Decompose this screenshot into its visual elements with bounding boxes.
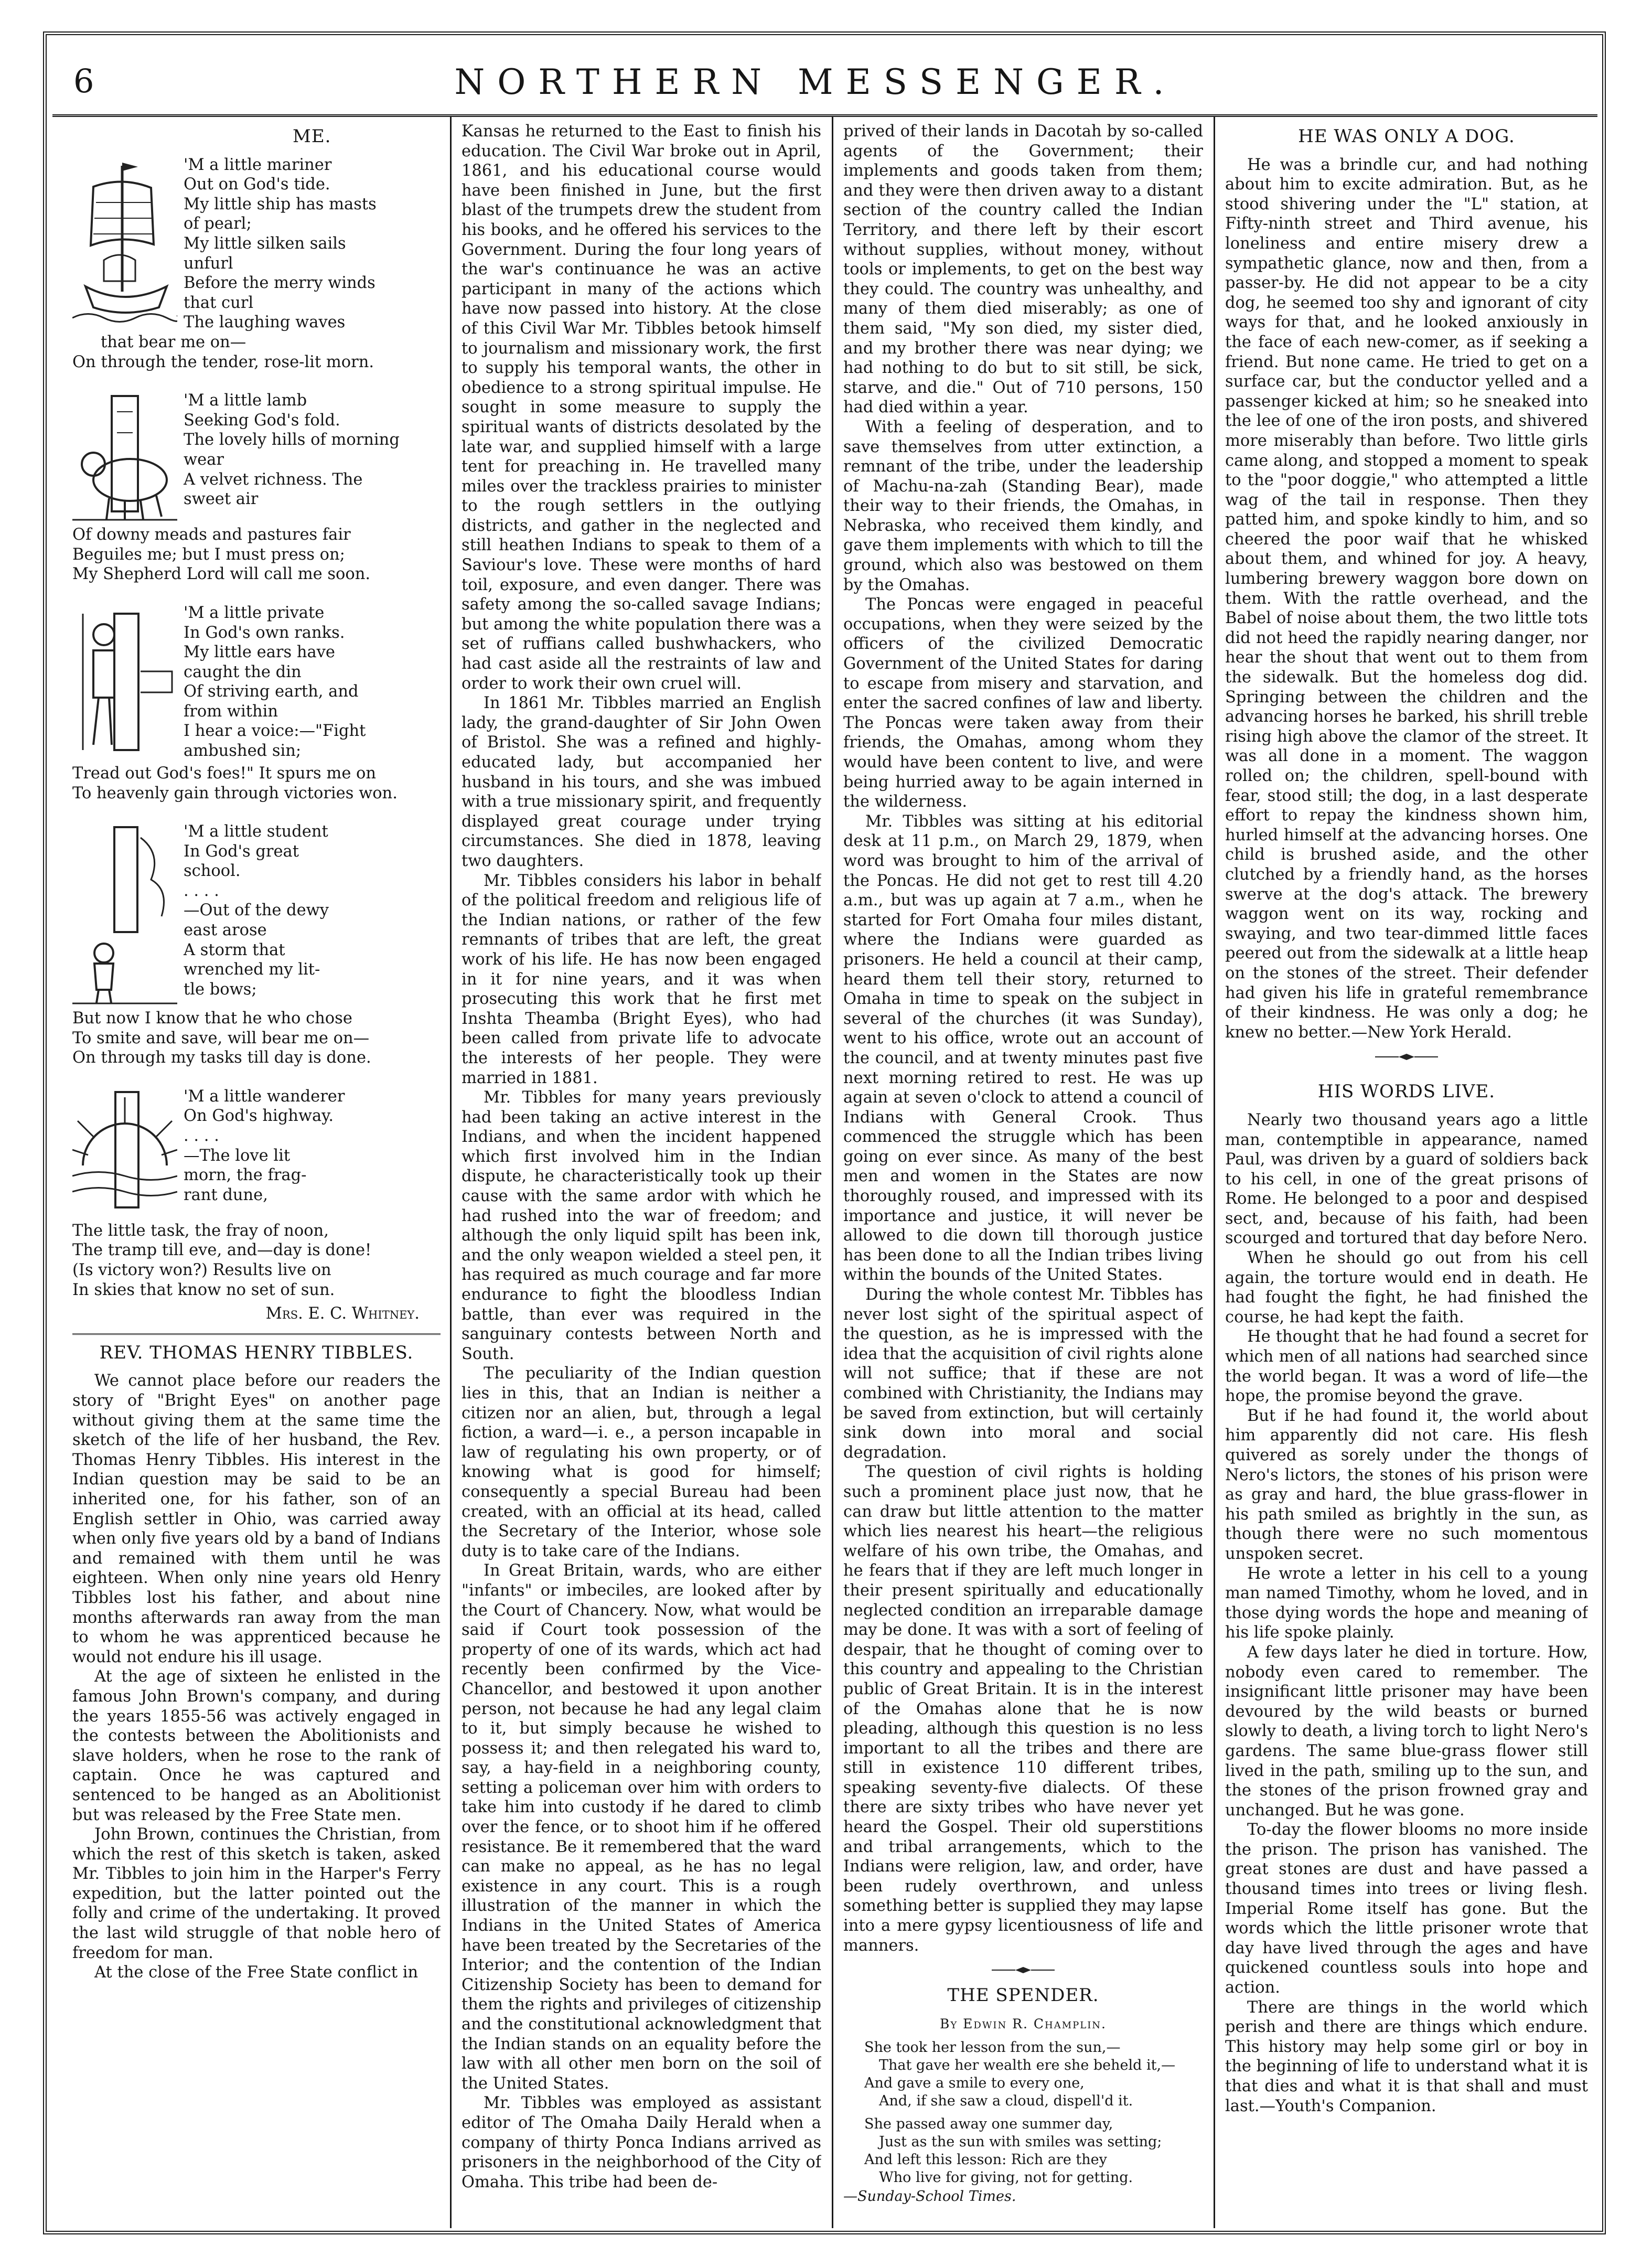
lamb-illustration — [72, 391, 177, 522]
article-paragraph: At the age of sixteen he enlisted in the famous John Brown's company, and during the years 1855-56 was actively engaged in the contests between the Abolitionists and slave holders, when he rose to the rank of captain. Once he was captured and sentenced to be hanged as an Abolitionist but was released by the Free State men. — [72, 1667, 441, 1824]
column-divider — [450, 116, 452, 2228]
article-paragraph: When he should go out from his cell again, the torture would end in death. He had fought the fight, he had finished the course, he had kept the faith. — [1225, 1249, 1588, 1326]
article-paragraph: We cannot place before our readers the story of "Bright Eyes" on another page without giving them at the same time the sketch of the life of her husband, the Rev. Thomas Henry Tibbles. His interest in the Indian question may be said to be an inherited one, for his father, son of an English settler in Ohio, was carried away when only five years old by a band of Indians and remained with them until he was eighteen. When only nine years old Henry Tibbles lost his father, and about nine months afterwards ran away from the man to whom he was apprenticed because he would not endure his ill usage. — [72, 1372, 441, 1666]
poem-author: Mrs. E. C. Whitney. — [265, 1304, 420, 1323]
article-paragraph: Mr. Tibbles considers his labor in behalf of the political freedom and religious life of the Indian nations, or rather of the few remnants of tribes that are left, the great work of his life. He has now been engaged in it for nine years, and it was when prosecuting this work that he first met Inshta Theamba (Bright Eyes), who had been called from private life to advocate the interests of her people. They were married in 1881. — [462, 871, 821, 1087]
article-paragraph: In 1861 Mr. Tibbles married an English lady, the grand-daughter of Sir John Owen of Bristol. She was a refined and highly-educated lady, but accompanied her husband in his tours, and she was imbued with a true missionary spirit, and frequently displayed great courage under trying circumstances. She died in 1878, leaving two daughters. — [462, 694, 821, 870]
article-paragraph: He wrote a letter in his cell to a young man named Timothy, whom he loved, and in those dying words the hope and meaning of his life spoke plainly. — [1225, 1564, 1588, 1642]
page-number: 6 — [73, 62, 94, 100]
poem-stanza: 'M a little lamb Seeking God's fold. The lovely hills of morning wear A velvet richness. The sweet air Of downy meads and pastures fair Beguiles me; but I must press on; My Shepherd Lord will call me soon. — [72, 391, 400, 584]
article-paragraph: The question of civil rights is holding such a prominent place just now, that he can draw but little attention to the matter which lies nearest his heart—the religious welfare of his own tribe, the Omahas, and he fears that if they are left much longer in their present spiritually and educationally neglected condition an irreparable damage may be done. It was with a sort of feeling of despair, that he thought of coming over to this country and appealing to the Christian public of Great Britain. It is in the interest of the Omahas alone that he is now pleading, although this question is no less important to all the tribes and there are still in existence 110 different tribes, speaking seventy-five dialects. Of these there are sixty tribes who have never yet heard the Gospel. Their old superstitions and tribal arrangements, which to the Indians were religion, law, and order, have been rudely overthrown, and unless something better is supplied they may lapse into a mere gypsy licentiousness of life and manners. — [843, 1463, 1203, 1955]
article-paragraph: Mr. Tibbles was employed as assistant editor of The Omaha Daily Herald when a company of thirty Ponca Indians arrived as prisoners in the neighborhood of the City of Omaha. This tribe had been de- — [462, 2094, 821, 2191]
article-paragraph: Mr. Tibbles was sitting at his editorial desk at 11 p.m., on March 29, 1879, when word was brought to him of the arrival of the Poncas. He did not get to rest till 4.20 a.m., but was up again at 7 a.m., when he started for Fort Omaha four miles distant, where the Indians were guarded as prisoners. He held a council at their camp, heard them tell their story, returned to Omaha in time to speak on the subject in several of the churches (it was Sunday), went to his office, wrote out an account of the council, and at twenty minutes past five next morning retired to rest. He was up again at seven o'clock to attend a council of Indians with General Crook. Thus commenced the struggle which has been going on ever since. As many of the best men and women in the States are now thoroughly roused, and impressed with its importance and justice, it will never be allowed to die down till thorough justice has been done to all the Indian tribes living within the bounds of the United States. — [843, 812, 1203, 1285]
article-paragraph: Mr. Tibbles for many years previously had been taking an active interest in the Indians, and when the incident happened which first involved him in the Indian dispute, he characteristically took up their cause with the same ardor with which he had rushed into the war of freedom; and although the only liquid spilt has been ink, and the only weapon wielded a steel pen, it has required as much courage and far more endurance to fight the bloodless Indian battle, than ever was required in the sanguinary contests between North and South. — [462, 1088, 821, 1363]
poem-stanza: 'M a little mariner Out on God's tide. My little ship has masts of pearl; My little silken sails unfurl Before the merry winds that curl The laughing waves that bear me on— On through the tender, rose-lit morn. — [72, 155, 377, 371]
poem-stanza: 'M a little wanderer On God's highway. . . . . —The love lit morn, the frag- rant dune, The little task, the fray of noon, The tramp till eve, and—day is done! (Is victory won?) Results live on In skies that know no set of sun. — [72, 1087, 372, 1299]
column-3 — [843, 122, 1203, 2224]
student-illustration — [72, 822, 177, 1005]
article-title: HE WAS ONLY A DOG. — [1298, 126, 1515, 147]
article-paragraph: Nearly two thousand years ago a little man, contemptible in appearance, named Paul, was driven by a guard of soldiers back to his cell, in one of the great prisons of Rome. He belonged to a poor and despised sect, and, because of his faith, had been scourged and tortured that day before Nero. — [1225, 1110, 1588, 1248]
column-divider — [832, 116, 833, 2228]
poem-credit: —Sunday-School Times. — [843, 2188, 1016, 2205]
article-paragraph: There are things in the world which perish and there are things which endure. This history may help some girl or boy in the beginning of life to understand what it is that dies and what it is that shall and must last.—Youth's Companion. — [1225, 1998, 1588, 2115]
ornament-divider — [1375, 1053, 1438, 1061]
poem-title: ME. — [293, 126, 331, 147]
ship-illustration — [72, 155, 177, 328]
article-paragraph: During the whole contest Mr. Tibbles has never lost sight of the spiritual aspect of the question, as he is impressed with the idea that the acquisition of civil rights alone will not suffice; that if these are not combined with Christianity, the Indians may be saved from extinction, but will certainly sink down into moral and social degradation. — [843, 1286, 1203, 1462]
article-paragraph: At the close of the Free State conflict in — [94, 1963, 419, 1982]
article-paragraph: To-day the flower blooms no more inside the prison. The prison has vanished. The great stones are dust and have passed a thousand times into trees or living flesh. Imperial Rome itself has gone. But the words which the little prisoner wrote that day have lived through the ages and have quickened countless souls into hope and action. — [1225, 1821, 1588, 1997]
article-paragraph: John Brown, continues the Christian, from which the rest of this sketch is taken, asked Mr. Tibbles to join him in the Harper's Ferry expedition, but the latter pointed out the folly and crime of the undertaking. It proved the last wild struggle of that noble hero of freedom for man. — [72, 1825, 441, 1962]
column-divider — [1214, 116, 1215, 2228]
column-4 — [1225, 122, 1588, 2224]
article-paragraph: With a feeling of desperation, and to save themselves from utter extinction, a remnant of the tribe, under the leadership of Machu-na-zah (Standing Bear), made their way to their friends, the Omahas, in Nebraska, who received them kindly, and gave them implements with which to till the ground, which also was bestowed on them by the Omahas. — [843, 418, 1203, 594]
article-title: HIS WORDS LIVE. — [1317, 1081, 1496, 1103]
article-paragraph: The peculiarity of the Indian question lies in this, that an Indian is neither a citizen nor an alien, but, through a legal fiction, a ward—i. e., a person incapable in law of regulating his own property, or of knowing what is good for himself; consequently a special Bureau had been created, with an official at its head, called the Secretary of the Interior, whose sole duty is to take care of the Indians. — [462, 1364, 821, 1560]
sunrise-illustration — [72, 1087, 177, 1218]
ornament-divider — [992, 1966, 1055, 1974]
poem-stanza: 'M a little private In God's own ranks. My little ears have caught the din Of striving earth, and from within I hear a voice:—"Fight ambushed sin; Tread out God's foes!" It spurs me on To heavenly gain through victories won. — [72, 603, 398, 803]
poem-body: She took her lesson from the sun,— That gave her wealth ere she beheld it,— And gave a smile to every one, And, if she saw a cloud, dispell'd it. She passed away one summer day, Just as the sun with smiles was setting; And left this lesson: Rich are they Who live for giving, not for getting. — [864, 2039, 1176, 2186]
article-paragraph: He was a brindle cur, and had nothing about him to excite admiration. But, as he stood shivering under the "L" station, at Fifty-ninth street and Third avenue, his loneliness and entire misery drew a sympathetic glance, now and then, from a passer-by. He did not appear to be a city dog, he seemed too shy and ignorant of city ways for that, and he looked anxiously in the face of each new-comer, as if seeking a friend. But none came. He tried to get on a surface car, but the conductor yelled and a passenger kicked at him; so he sneaked into the lee of one of the iron posts, and shivered more miserably than before. Two little girls came along, and stopped a moment to speak to the "poor doggie," who attempted a little wag of the tail in response. Then they patted him, and spoke kindly to him, and so cheered the poor waif that he whisked about them, and whined for joy. A heavy, lumbering brewery waggon bore down on them. With the rattle overhead, and the Babel of noise about them, the two little tots did not heed the rapidly nearing danger, nor hear the shout that went out to them from the sidewalk. But the homeless dog did. Springing between the children and the advancing horses he barked, his shrill treble rising high above the clamor of the street. It was all done in a moment. The waggon rolled on; the children, spell-bound with fear, stood still; the dog, in a last desperate effort to repay the kindness shown him, hurled himself at the advancing horses. One child is brushed aside, and the other clutched by a friendly hand, as the horses swerve at the dog's attack. The brewery waggon went on its way, rocking and swaying, and two tear-dimmed little faces peered out from the sidewalk at a little heap on the stones of the street. Their defender had given his life in grateful remembrance of their kindness. He was only a dog; he knew no better.—New York Herald. — [1225, 155, 1588, 1042]
column-2 — [462, 122, 821, 2224]
article-paragraph: prived of their lands in Dacotah by so-called agents of the Government; their implements and goods taken from them; and they were then driven away to a distant section of the country called the Indian Territory, and there left by their escort without supplies, without money, without tools or implements, to get on the best way they could. The country was unhealthy, and many of them died miserably; as one of them said, "My son died, my sister died, and my brother there was near dying; we had nothing to do but to sit still, be sick, starve, and die." Out of 710 persons, 150 had died within a year. — [843, 122, 1203, 417]
poem-byline: By Edwin R. Champlin. — [939, 2016, 1107, 2031]
poem-stanza: 'M a little student In God's great school. . . . . —Out of the dewy east arose A storm that wrenched my lit- tle bows; But now I know that he who chose To smite and save, will bear me on— On through my tasks till day is done. — [72, 822, 371, 1067]
article-paragraph: He thought that he had found a secret for which men of all nations had searched since the world began. It was a word of life—the hope, the promise beyond the grave. — [1225, 1328, 1588, 1406]
article-title: REV. THOMAS HENRY TIBBLES. — [99, 1342, 414, 1363]
section-rule — [72, 1333, 441, 1335]
soldier-illustration — [72, 603, 177, 761]
article-paragraph: The Poncas were engaged in peaceful occupations, when they were seized by the officers of the civilized Democratic Government of the United States for daring to escape from misery and starvation, and enter the sacred confines of law and liberty. The Poncas were taken away from their friends, the Omahas, among whom they would have been content to live, and were being hurried away to be again interned in the wilderness. — [843, 595, 1203, 811]
poem-title: THE SPENDER. — [947, 1985, 1099, 2006]
article-paragraph: Kansas he returned to the East to finish his education. The Civil War broke out in April, 1861, and his educational course would have been finished in June, but the first blast of the trumpets drew the student from his books, and he offered his services to the Government. During the four long years of the war's continuance he was an active participant in many of the actions which have now passed into history. At the close of this Civil War Mr. Tibbles betook himself to journalism and missionary work, the first to supply his temporal wants, the other in obedience to a strong spiritual impulse. He sought in some measure to supply the spiritual wants of districts desolated by the late war, and supplied himself with a large tent for preaching in. He travelled many miles over the trackless prairies to minister to the rough settlers in the outlying districts, and gather in the neglected and still heathen Indians to speak to them of a Saviour's love. These were months of hard toil, exposure, and even danger. There was safety among the so-called savage Indians; but among the white population there was a set of ruffians called bushwhackers, who had cast aside all the restraints of law and order to work their own cruel will. — [462, 122, 821, 693]
article-paragraph: A few days later he died in torture. How, nobody even cared to remember. The insignificant little prisoner may have been devoured by the wild beasts or burned slowly to death, a living torch to light Nero's gardens. The same blue-grass flower still lived in the path, smiling up to the sun, and the stones of the prison frowned gray and unchanged. But he was gone. — [1225, 1643, 1588, 1820]
masthead-title: NORTHERN MESSENGER. — [454, 62, 1177, 102]
masthead-rule — [52, 114, 1597, 117]
article-paragraph: But if he had found it, the world about him apparently did not care. His flesh quivered as sorely under the thongs of Nero's lictors, the stones of his prison were as gray and hard, the blue grass-flower in his path smiled as brightly in the sun, as though there were no such momentous unspoken secret. — [1225, 1406, 1588, 1563]
column-1 — [72, 122, 441, 2224]
article-paragraph: In Great Britain, wards, who are either "infants" or imbeciles, are looked after by the Court of Chancery. Now, what would be said if Court took possession of the property of one of its wards, which act had recently been confirmed by the Vice-Chancellor, and bestowed it upon another person, not because he had any legal claim to it, but simply because he wished to possess it; and then relegated his ward to, say, a hay-field in a neighboring county, setting a policeman over him with orders to take him into custody if he dared to climb over the fence, or to shoot him if he offered resistance. Be it remembered that the ward can make no appeal, as he has no legal existence in any court. This is a rough illustration of the manner in which the Indians in the United States of America have been treated by the Secretaries of the Interior; and the contention of the Indian Citizenship Society has been to demand for them the rights and privileges of citizenship and the constitutional acknowledgment that the Indian stands on an equality before the law with all other men born on the soil of the United States. — [462, 1561, 821, 2093]
